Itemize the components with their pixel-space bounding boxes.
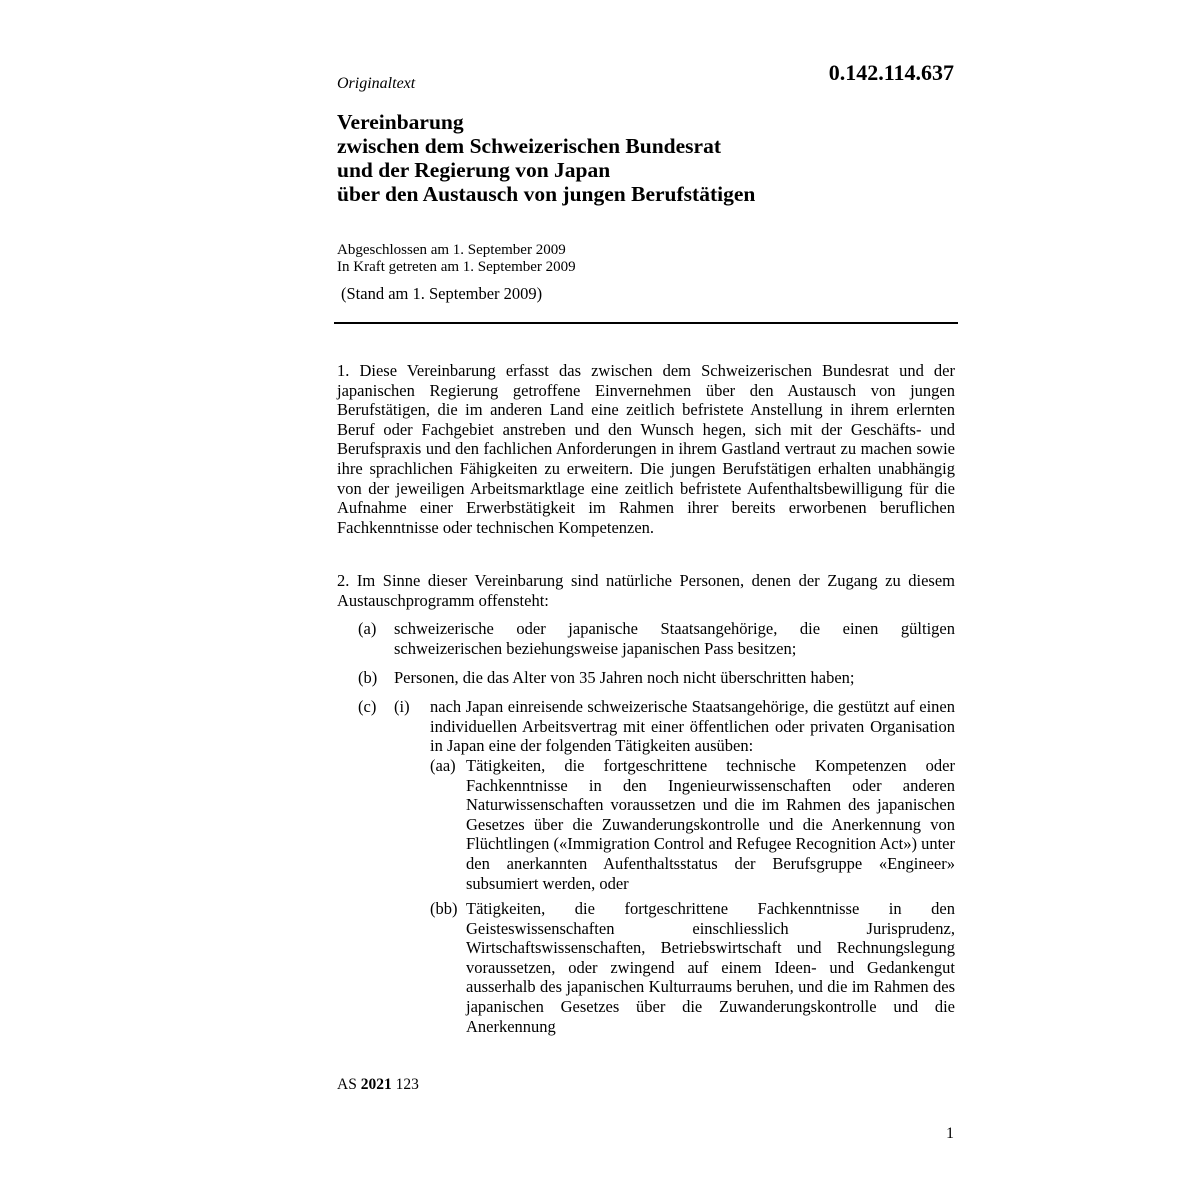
title-line-3: und der Regierung von Japan (337, 158, 611, 182)
status-date: (Stand am 1. September 2009) (341, 284, 543, 303)
item-c-i-label: (i) (394, 697, 410, 716)
original-text-label: Originaltext (337, 75, 416, 92)
page-number: 1 (946, 1125, 954, 1142)
as-prefix: AS (337, 1076, 357, 1093)
in-force-date: In Kraft getreten am 1. September 2009 (337, 259, 576, 275)
document-title (337, 110, 957, 206)
title-line-2: zwischen dem Schweizerischen Bundesrat (337, 134, 721, 158)
item-c-label: (c) (358, 697, 377, 716)
item-c-i-text: nach Japan einreisende schweizerische Staatsangehörige, die gestützt auf einen individuellen Arbeitsvertrag mit einer öffentlichen oder privaten Organisation in Japan eine der folgenden Tätigkeiten ausüben: (430, 697, 955, 756)
item-aa-text: Tätigkeiten, die fortgeschrittene technische Kompetenzen oder Fachkenntnisse in den Ingenieurwissenschaften oder anderen Naturwissenschaften voraussetzen und die im Rahmen des japanischen Gesetzes über die Zuwanderungskontrolle und die Anerkennung von Flüchtlingen («Immigration Control and Refugee Recognition Act») unter den anerkannten Aufenthaltsstatus der Berufsgruppe «Engineer» subsumiert werden, oder (466, 756, 955, 893)
item-a-label: (a) (358, 619, 377, 638)
sr-number: 0.142.114.637 (828, 60, 954, 85)
item-bb-label: (bb) (430, 899, 458, 918)
official-compilation-reference (337, 1076, 419, 1094)
header-divider (334, 322, 958, 324)
item-b-label: (b) (358, 668, 378, 687)
title-line-1: Vereinbarung (337, 110, 464, 134)
paragraph-2: 2. Im Sinne dieser Vereinbarung sind natürliche Personen, denen der Zugang zu diesem Austauschprogramm offensteht: (337, 571, 955, 610)
item-bb-text: Tätigkeiten, die fortgeschrittene Fachkenntnisse in den Geisteswissenschaften einschliesslich Jurisprudenz, Wirtschaftswissenschaften, Betriebswirtschaft und Rechnungslegung voraussetzen, oder zwingend auf einem Ideen- und Gedankengut ausserhalb des japanischen Kulturraums beruhen, und die im Rahmen des japanischen Gesetzes über die Zuwanderungskontrolle und die Anerkennung (466, 899, 955, 1036)
as-page: 123 (395, 1076, 419, 1093)
item-aa-label: (aa) (430, 756, 456, 775)
document-dates (337, 242, 576, 276)
title-line-4: über den Austausch von jungen Berufstätigen (337, 182, 756, 206)
item-b-text: Personen, die das Alter von 35 Jahren noch nicht überschritten haben; (394, 668, 855, 687)
item-a-text: schweizerische oder japanische Staatsangehörige, die einen gültigen schweizerischen beziehungsweise japanischen Pass besitzen; (394, 619, 955, 658)
concluded-date: Abgeschlossen am 1. September 2009 (337, 242, 566, 258)
as-year: 2021 (360, 1076, 392, 1093)
paragraph-1: 1. Diese Vereinbarung erfasst das zwischen dem Schweizerischen Bundesrat und der japanischen Regierung getroffene Einvernehmen über den Austausch von jungen Berufstätigen, die im anderen Land eine zeitlich befristete Anstellung in ihrem erlernten Beruf oder Fachgebiet anstreben und den Wunsch hegen, sich mit der Geschäfts- und Berufspraxis und den fachlichen Anforderungen in ihrem Gastland vertraut zu machen sowie ihre sprachlichen Fähigkeiten zu erweitern. Die jungen Berufstätigen erhalten unabhängig von der jeweiligen Arbeitsmarktlage eine zeitlich befristete Aufenthaltsbewilligung für die Aufnahme einer Erwerbstätigkeit im Rahmen ihrer bereits erworbenen beruflichen Fachkenntnisse oder technischen Kompetenzen. (337, 361, 955, 537)
